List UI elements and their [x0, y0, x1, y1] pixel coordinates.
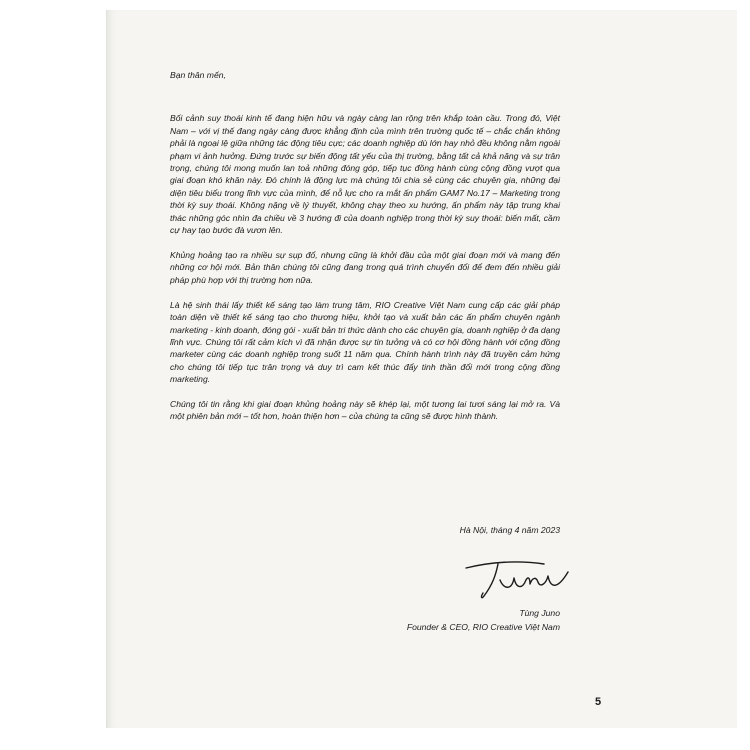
- handwritten-signature: [460, 556, 580, 600]
- letter-paragraph-3: Là hệ sinh thái lấy thiết kế sáng tạo làm trung tâm, RIO Creative Việt Nam cung cấp các giải pháp toàn diện về thiết kế sáng tạo cho thương hiệu, khởi tạo và xuất bản các ấn phẩm chuyên ngành marketing - kinh doanh, đóng gói - xuất bản tri thức dành cho các chuyên gia, doanh nghiệp ở đa dạng lĩnh vực. Chúng tôi rất cảm kích vì đã nhận được sự tin tưởng và có cơ hội đồng hành với cộng đồng marketer cùng các doanh nghiệp trong suốt 11 năm qua. Chính hành trình này đã truyền cảm hứng cho chúng tôi tiếp tục trân trọng và duy trì cam kết thúc đẩy tinh thần đổi mới trong cộng đồng marketing.: [170, 299, 560, 385]
- page-number: 5: [594, 696, 602, 708]
- letter-paragraph-2: Khủng hoảng tạo ra nhiều sự sụp đổ, nhưng cũng là khởi đầu của một giai đoạn mới và mang đến những cơ hội mới. Bản thân chúng tôi cũng đang trong quá trình chuyển đổi để đem đến nhiều giải pháp phù hợp với thị trường hơn nữa.: [170, 249, 560, 285]
- letter-body: [170, 69, 560, 435]
- signer-title: Founder & CEO, RIO Creative Việt Nam: [406, 622, 560, 632]
- letter-paragraph-1: Bối cảnh suy thoái kinh tế đang hiện hữu và ngày càng lan rộng trên khắp toàn cầu. Trong đó, Việt Nam – với vị thế đang ngày càng được khẳng định của mình trên trường quốc tế – chắc chắn không phải là ngoại lệ giữa những tác động tiêu cực; các doanh nghiệp dù lớn hay nhỏ đều không nằm ngoài phạm vi ảnh hưởng. Đứng trước sự biến động tất yếu của thị trường, bằng tất cả khả năng và sự trân trọng, chúng tôi mong muốn lan toả những đóng góp, tiếp tục đồng hành cùng cộng đồng vượt qua giai đoạn khó khăn này. Đó chính là động lực mà chúng tôi chia sẻ cùng các chuyên gia, những đại diện tiêu biểu trong lĩnh vực của mình, để nỗ lực cho ra mắt ấn phẩm GAM7 No.17 – Marketing trong thời kỳ suy thoái. Không nặng về lý thuyết, không chạy theo xu hướng, ấn phẩm này tập trung khai thác những góc nhìn đa chiều về 3 hướng đi của doanh nghiệp trong thời kỳ suy thoái: biến mất, cầm cự hay tạo bước đà vươn lên.: [170, 113, 560, 236]
- letter-paragraph-4: Chúng tôi tin rằng khi giai đoạn khủng hoảng này sẽ khép lại, một tương lai tươi sáng lại mở ra. Và một phiên bản mới – tốt hơn, hoàn thiện hơn – của chúng ta cũng sẽ được hình thành.: [170, 399, 560, 422]
- place-and-date: Hà Nội, tháng 4 năm 2023: [459, 525, 560, 535]
- signer-name: Tùng Juno: [519, 608, 560, 618]
- letter-greeting: Bạn thân mến,: [170, 70, 226, 80]
